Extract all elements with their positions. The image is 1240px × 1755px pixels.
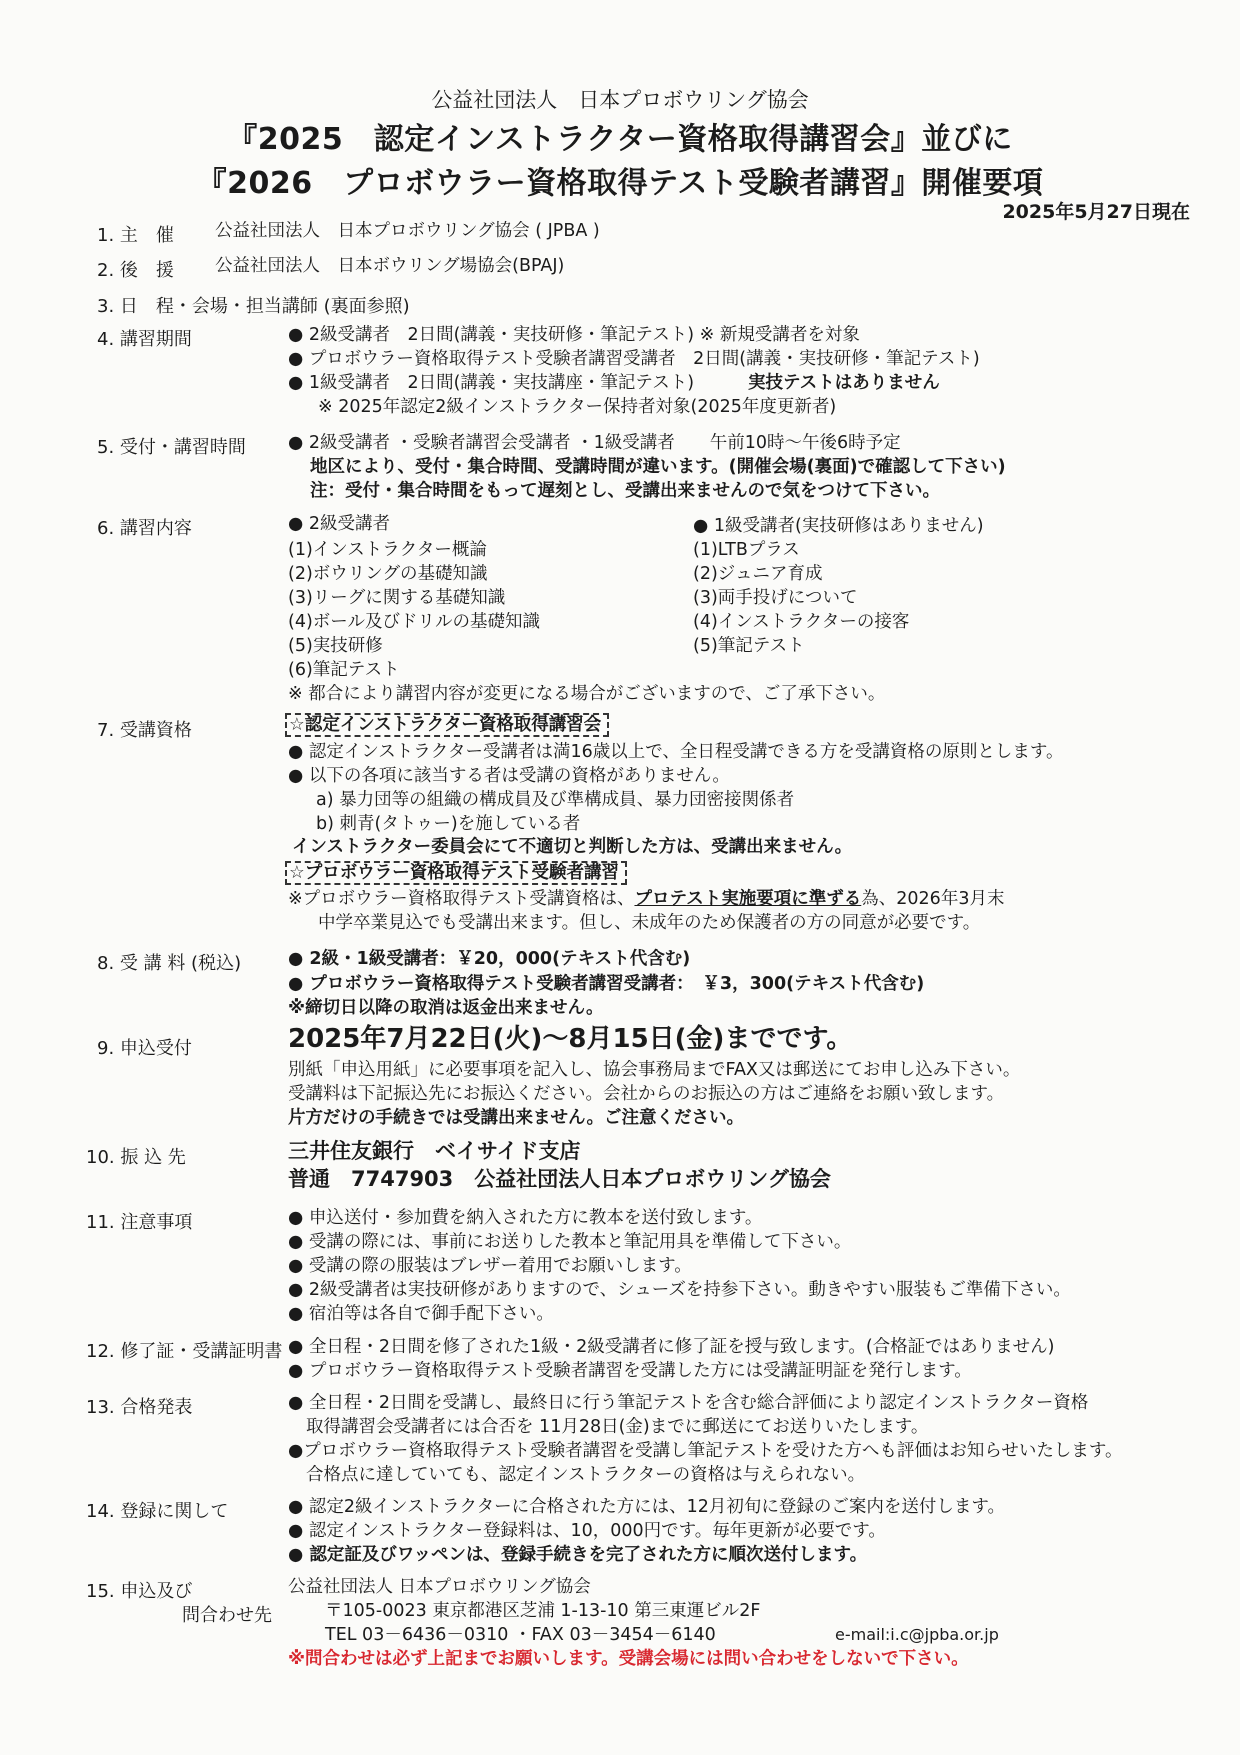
pro-test-eligibility-line bbox=[288, 887, 1004, 911]
registration-line-3: ● 認定証及びワッペンは、登録手続きを完了された方に順次送付します。 bbox=[288, 1545, 868, 1565]
contact-phone-fax: TEL 03－6436－0310 ・FAX 03－3454－6140 bbox=[325, 1625, 716, 1645]
grade1-item: (2)ジュニア育成 bbox=[693, 564, 823, 584]
certificate-line-2: ● プロボウラー資格取得テスト受験者講習を受講した方には受講証明証を発行します。 bbox=[288, 1361, 972, 1381]
period-no-practical-test: 実技テストはありません bbox=[748, 373, 940, 393]
registration-line-1: ● 認定2級インストラクターに合格された方には、12月初旬に登録のご案内を送付します。 bbox=[288, 1497, 1005, 1517]
section-label: 13. 合格発表 bbox=[86, 1397, 193, 1418]
section-label: 4. 講習期間 bbox=[97, 329, 192, 350]
grade2-item: (1)インストラクター概論 bbox=[288, 540, 487, 560]
section-label: 7. 受講資格 bbox=[97, 720, 192, 741]
section-label: 2. 後 援 bbox=[97, 260, 174, 281]
note-item: ● 2級受講者は実技研修がありますので、シューズを持参下さい。動きやすい服装もご準備下さい。 bbox=[288, 1280, 1071, 1300]
document-title-line-2: 『2026 プロボウラー資格取得テスト受験者講習』開催要項 bbox=[196, 166, 1044, 201]
instructor-course-box: ☆認定インストラクター資格取得講習会 bbox=[285, 713, 609, 737]
grade1-item: (5)筆記テスト bbox=[693, 636, 805, 656]
section-label: 11. 注意事項 bbox=[86, 1212, 193, 1233]
organization-name: 公益社団法人 日本プロボウリング協会 bbox=[431, 88, 809, 112]
section-label: 1. 主 催 bbox=[97, 225, 174, 246]
grade1-head: ● 1級受講者(実技研修はありません) bbox=[693, 516, 984, 536]
application-period: 2025年7月22日(火)～8月15日(金)までです。 bbox=[288, 1024, 853, 1054]
grade2-head: ● 2級受講者 bbox=[288, 514, 390, 534]
section-label: 15. 申込及び bbox=[86, 1581, 193, 1602]
contact-email: e-mail:i.c@jpba.or.jp bbox=[835, 1625, 999, 1644]
note-item: ● 宿泊等は各自で御手配下さい。 bbox=[288, 1304, 554, 1324]
section-label: 10. 振 込 先 bbox=[86, 1147, 186, 1168]
contact-warning: ※問合わせは必ず上記までお願いします。受講会場には問い合わせをしないで下さい。 bbox=[288, 1649, 969, 1669]
grade2-item: (3)リーグに関する基礎知識 bbox=[288, 588, 506, 608]
grade2-item: (6)筆記テスト bbox=[288, 660, 400, 680]
pro-test-eligibility-text: ※プロボウラー資格取得テスト受講資格は、 bbox=[288, 889, 635, 909]
result-line-4: 合格点に達していても、認定インストラクターの資格は与えられない。 bbox=[306, 1465, 866, 1485]
grade2-item: (2)ボウリングの基礎知識 bbox=[288, 564, 488, 584]
eligibility-line-1: ● 認定インストラクター受講者は満16歳以上で、全日程受講できる方を受講資格の原則とします。 bbox=[288, 742, 1064, 762]
note-item: ● 受講の際には、事前にお送りした教本と筆記用具を準備して下さい。 bbox=[288, 1232, 852, 1252]
result-line-2: 取得講習会受講者には合否を 11月28日(金)までに郵送にてお送りいたします。 bbox=[306, 1417, 929, 1437]
fee-cancel-note: ※締切日以降の取消は返金出来ません。 bbox=[288, 998, 604, 1018]
grade2-item: (5)実技研修 bbox=[288, 636, 383, 656]
period-line-1: ● 2級受講者 2日間(講義・実技研修・筆記テスト) ※ 新規受講者を対象 bbox=[288, 325, 860, 345]
contact-org: 公益社団法人 日本プロボウリング協会 bbox=[288, 1577, 591, 1597]
content-note: ※ 都合により講習内容が変更になる場合がございますので、ご了承下さい。 bbox=[288, 684, 886, 704]
contact-address: 〒105-0023 東京都港区芝浦 1-13-10 第三東運ビル2F bbox=[325, 1601, 761, 1621]
section-label: 9. 申込受付 bbox=[97, 1038, 192, 1059]
period-line-3: ● 1級受講者 2日間(講義・実技講座・筆記テスト) bbox=[288, 373, 695, 393]
eligibility-item-b: b) 刺青(タトゥー)を施している者 bbox=[316, 814, 581, 834]
certificate-line-1: ● 全日程・2日間を修了された1級・2級受講者に修了証を授与致します。(合格証ではありません) bbox=[288, 1337, 1055, 1357]
section-text: 公益社団法人 日本ボウリング場協会(BPAJ) bbox=[215, 256, 565, 276]
result-line-3: ●プロボウラー資格取得テスト受験者講習を受講し筆記テストを受けた方へも評価はお知らせいたします。 bbox=[288, 1441, 1123, 1461]
application-line-4: 片方だけの手続きでは受講出来ません。ご注意ください。 bbox=[288, 1108, 745, 1128]
bank-name: 三井住友銀行 ベイサイド支店 bbox=[288, 1139, 581, 1163]
document-title-line-1: 『2025 認定インストラクター資格取得講習会』並びに bbox=[227, 122, 1013, 157]
reception-line-1: ● 2級受講者 ・受験者講習会受講者 ・1級受講者 午前10時～午後6時予定 bbox=[288, 433, 901, 453]
reception-line-2: 地区により、受付・集合時間、受講時間が違います。(開催会場(裏面)で確認して下さい) bbox=[310, 457, 1006, 477]
eligibility-item-a: a) 暴力団等の組織の構成員及び準構成員、暴力団密接関係者 bbox=[316, 790, 795, 810]
result-line-1: ● 全日程・2日間を受講し、最終日に行う筆記テストを含む総合評価により認定インストラクター資格 bbox=[288, 1393, 1089, 1413]
period-note: ※ 2025年認定2級インストラクター保持者対象(2025年度更新者) bbox=[318, 397, 837, 417]
period-line-2: ● プロボウラー資格取得テスト受験者講習受講者 2日間(講義・実技研修・筆記テスト) bbox=[288, 349, 980, 369]
fee-line-1: ● 2級・1級受講者：￥20，000(テキスト代含む) bbox=[288, 949, 691, 969]
reception-line-3: 注：受付・集合時間をもって遅刻とし、受講出来ませんので気をつけて下さい。 bbox=[310, 481, 940, 501]
section-label: 3. 日 程・会場・担当講師 (裏面参照) bbox=[97, 296, 410, 317]
pro-test-rules-link: プロテスト実施要項に準ずる bbox=[634, 889, 862, 909]
section-label: 14. 登録に関して bbox=[86, 1501, 229, 1522]
eligibility-line-2: ● 以下の各項に該当する者は受講の資格がありません。 bbox=[288, 766, 730, 786]
section-label: 6. 講習内容 bbox=[97, 518, 192, 539]
note-item: ● 申込送付・参加費を納入された方に教本を送付致します。 bbox=[288, 1208, 763, 1228]
grade2-item: (4)ボール及びドリルの基礎知識 bbox=[288, 612, 540, 632]
registration-line-2: ● 認定インストラクター登録料は、10，000円です。毎年更新が必要です。 bbox=[288, 1521, 886, 1541]
eligibility-committee-note: インストラクター委員会にて不適切と判断した方は、受講出来ません。 bbox=[292, 837, 853, 857]
fee-line-2: ● プロボウラー資格取得テスト受験者講習受講者： ￥3，300(テキスト代含む) bbox=[288, 974, 925, 994]
pro-test-course-box: ☆プロボウラー資格取得テスト受験者講習 bbox=[285, 861, 627, 885]
section-label-2: 問合わせ先 bbox=[182, 1605, 272, 1626]
section-label: 5. 受付・講習時間 bbox=[97, 437, 246, 458]
section-label: 8. 受 講 料 (税込) bbox=[97, 953, 242, 974]
application-line-2: 別紙「申込用紙」に必要事項を記入し、協会事務局までFAX又は郵送にてお申し込み下さい。 bbox=[288, 1060, 1021, 1080]
document-date: 2025年5月27日現在 bbox=[1002, 201, 1190, 223]
grade1-item: (3)両手投げについて bbox=[693, 588, 858, 608]
application-line-3: 受講料は下記振込先にお振込ください。会社からのお振込の方はご連絡をお願い致します。 bbox=[288, 1084, 1005, 1104]
grade1-item: (1)LTBプラス bbox=[693, 540, 800, 560]
section-text: 公益社団法人 日本プロボウリング協会 ( JPBA ) bbox=[215, 221, 600, 241]
pro-test-eligibility-line-2: 中学卒業見込でも受講出来ます。但し、未成年のため保護者の方の同意が必要です。 bbox=[318, 913, 981, 933]
pro-test-eligibility-text-end: 為、2026年3月末 bbox=[861, 889, 1005, 909]
grade1-item: (4)インストラクターの接客 bbox=[693, 612, 910, 632]
bank-account: 普通 7747903 公益社団法人日本プロボウリング協会 bbox=[288, 1167, 831, 1191]
section-label: 12. 修了証・受講証明書 bbox=[86, 1341, 283, 1362]
note-item: ● 受講の際の服装はブレザー着用でお願いします。 bbox=[288, 1256, 692, 1276]
